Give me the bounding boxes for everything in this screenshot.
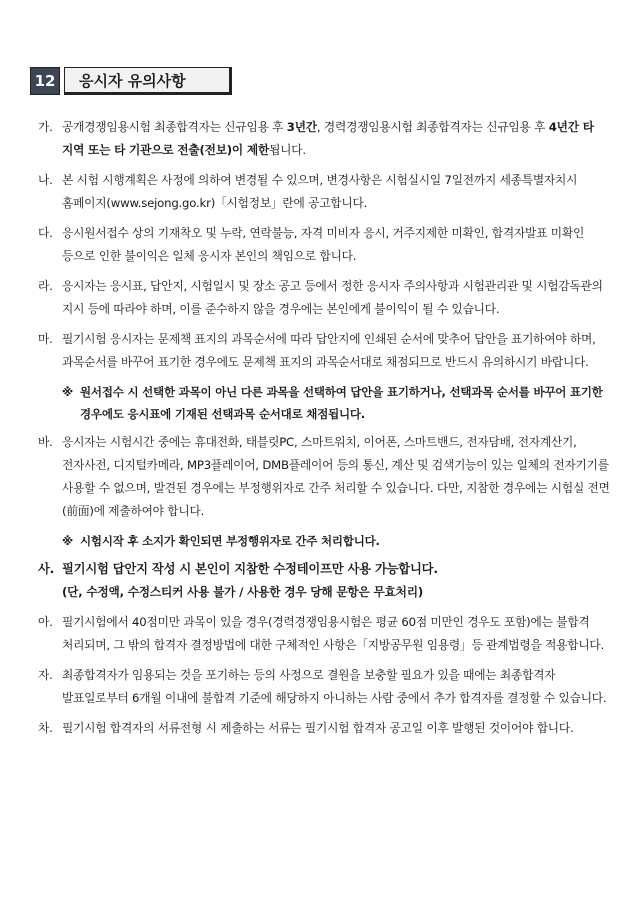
item-mark: 다.: [38, 226, 53, 240]
item-text-segment: 응시자는 응시표, 답안지, 시험일시 및 장소 공고 등에서 정한 응시자 주의사항과 시험관리관 및 시험감독관의 지시 등에 따라야 하며, 이를 준수하지 않을 경우에는 본인에게 불이익이 될 수 있습니다.: [62, 279, 603, 316]
item-text-segment: 필기시험 응시자는 문제책 표지의 과목순서에 따라 답안지에 인쇄된 순서에 맞추어 답안을 표기하여야 하며, 과목순서를 바꾸어 표기한 경우에도 문제책 표지의 과목순서대로 채점되므로 반드시 유의하시기 바랍니다.: [62, 332, 596, 369]
notice-item: [38, 116, 616, 162]
note-text: 시험시작 후 소지가 확인되면 부정행위자로 간주 처리합니다.: [80, 534, 380, 548]
item-text: [62, 431, 616, 523]
item-mark: 바.: [38, 435, 53, 449]
item-text-segment: 공개경쟁임용시험 최종합격자는 신규임용 후: [62, 120, 287, 134]
item-text-segment: 필기시험 합격자의 서류전형 시 제출하는 서류는 필기시험 합격자 공고일 이후 발행된 것이어야 합니다.: [62, 721, 574, 735]
notice-item: [38, 328, 616, 374]
note-text: 원서접수 시 선택한 과목이 아닌 다른 과목을 선택하여 답안을 표기하거나, 선택과목 순서를 바꾸어 표기한 경우에도 응시표에 기재된 선택과목 순서대로 채점됩니다.: [80, 385, 603, 421]
item-mark: 가.: [38, 120, 53, 134]
notice-item: [38, 664, 616, 710]
note-item: [38, 530, 616, 552]
notice-item: [38, 558, 616, 604]
item-text-segment: 필기시험에서 40점미만 과목이 있을 경우(경력경쟁임용시험은 평균 60점 미만인 경우도 포함)에는 불합격 처리되며, 그 밖의 합격자 결정방법에 대한 구체적인 사항은「지방공무원 임용령」등 관계법령을 적용합니다.: [62, 615, 605, 652]
note-mark: ※: [62, 385, 73, 399]
item-mark: 마.: [38, 332, 53, 346]
note-mark: ※: [62, 534, 73, 548]
item-text-segment: 필기시험 답안지 작성 시 본인이 지참한 수정테이프만 사용 가능합니다.: [62, 562, 438, 576]
item-mark: 차.: [38, 721, 53, 735]
item-text-segment: 응시자는 시험시간 중에는 휴대전화, 태블릿PC, 스마트워치, 이어폰, 스마트밴드, 전자담배, 전자계산기, 전자사전, 디지털카메라, MP3플레이어, DMB플레이어 등의 통신, 계산 및 검색기능이 있는 일체의 전자기기를 사용할 수 없으며, 발견된 경우에는 부정행위자로 간주 처리할 수 있습니다. 다만, 지참한 경우에는 시험실 전면(前面)에 제출하여야 합니다.: [62, 435, 610, 518]
item-text-segment: , 경력경쟁임용시험 최종합격자는 신규임용 후: [316, 120, 549, 134]
notice-item: [38, 222, 616, 268]
item-subnote: (단, 수정액, 수정스티커 사용 불가 / 사용한 경우 당해 문항은 무효처리): [62, 585, 423, 599]
section-title: 응시자 유의사항: [64, 67, 232, 95]
item-mark: 나.: [38, 173, 53, 187]
item-text: [62, 558, 616, 604]
item-text: [62, 328, 616, 374]
section-number: 12: [30, 67, 60, 95]
item-text: [62, 611, 616, 657]
item-mark: 사.: [38, 562, 55, 576]
item-text: [62, 717, 616, 740]
notice-item: [38, 275, 616, 321]
item-text: [62, 222, 616, 268]
item-text-segment: 됩니다.: [269, 143, 306, 157]
item-text: [62, 275, 616, 321]
notice-list: [38, 116, 616, 747]
item-text-segment: 3년간: [286, 120, 317, 134]
notice-item: [38, 431, 616, 523]
note-item: [38, 381, 616, 425]
item-text-segment: 응시원서접수 상의 기재착오 및 누락, 연락불능, 자격 미비자 응시, 거주지제한 미확인, 합격자발표 미확인 등으로 인한 불이익은 일체 응시자 본인의 책임으로 합니다.: [62, 226, 585, 263]
section-header: [30, 67, 232, 95]
notice-item: [38, 169, 616, 215]
item-mark: 아.: [38, 615, 53, 629]
item-text: [62, 664, 616, 710]
item-mark: 라.: [38, 279, 53, 293]
notice-item: [38, 611, 616, 657]
item-text-segment: 최종합격자가 임용되는 것을 포기하는 등의 사정으로 결원을 보충할 필요가 있을 때에는 최종합격자 발표일로부터 6개월 이내에 불합격 기준에 해당하지 아니하는 사람 중에서 추가 합격자를 결정할 수 있습니다.: [62, 668, 607, 705]
notice-item: [38, 717, 616, 740]
item-text-segment: 4년간 타 지역 또는 타 기관으로 전출(전보)이 제한: [62, 120, 594, 157]
item-text: [62, 169, 616, 215]
item-mark: 자.: [38, 668, 53, 682]
item-text-segment: 본 시험 시행계획은 사정에 의하여 변경될 수 있으며, 변경사항은 시험실시일 7일전까지 세종특별자치시 홈페이지(www.sejong.go.kr)「시험정보」란에 공고합니다.: [62, 173, 578, 210]
item-text: [62, 116, 616, 162]
